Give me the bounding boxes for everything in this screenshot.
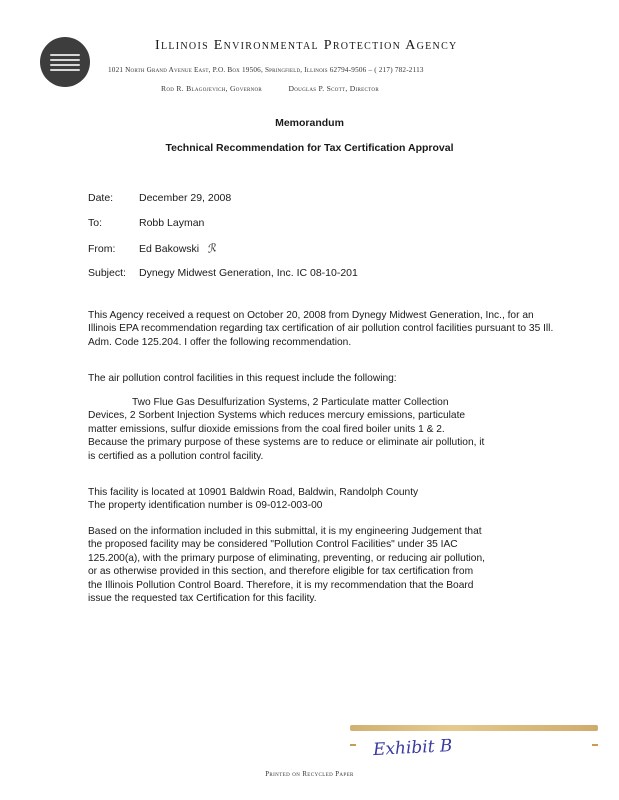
text-line: or as otherwise provided in this section, and therefore eligible for tax certification from xyxy=(88,566,474,578)
subject-label: Subject: xyxy=(88,267,126,279)
from-field xyxy=(88,242,216,255)
date-value: December 29, 2008 xyxy=(139,192,232,204)
text-line: Illinois EPA recommendation regarding tax certification of air pollution control facilities pursuant to 35 Ill. xyxy=(88,323,554,335)
exhibit-sticker-edge xyxy=(350,744,356,746)
paragraph-facilities-intro xyxy=(88,372,397,385)
exhibit-sticker xyxy=(350,725,598,731)
agency-address: 1021 North Grand Avenue East, P.O. Box 19506, Springfield, Illinois 62794-9506 – ( 217) 782-2113 xyxy=(108,66,424,74)
paragraph-request xyxy=(88,309,553,349)
agency-officials xyxy=(161,84,379,93)
text-line: matter emissions, sulfur dioxide emissions from the coal fired boiler units 1 & 2. xyxy=(88,423,445,435)
from-value: Ed Bakowski xyxy=(139,243,200,255)
text-line: Two Flue Gas Desulfurization Systems, 2 Particulate matter Collection xyxy=(132,397,449,408)
text-line: issue the requested tax Certification for this facility. xyxy=(88,593,317,605)
text-line: This Agency received a request on October 20, 2008 from Dynegy Midwest Generation, Inc., for an xyxy=(88,310,534,321)
text-line: The air pollution control facilities in this request include the following: xyxy=(88,373,397,384)
governor-name: Rod R. Blagojevich, Governor xyxy=(161,84,263,93)
recycled-paper-footer: Printed on Recycled Paper xyxy=(265,771,354,778)
text-line: Based on the information included in this submittal, it is my engineering Judgement that xyxy=(88,526,482,537)
to-value: Robb Layman xyxy=(139,217,205,229)
subject-value: Dynegy Midwest Generation, Inc. IC 08-10-201 xyxy=(139,267,358,279)
date-field xyxy=(88,192,231,204)
text-line: is certified as a pollution control facility. xyxy=(88,450,264,462)
memo-title: Memorandum xyxy=(275,117,344,129)
from-label: From: xyxy=(88,243,116,255)
agency-name: Illinois Environmental Protection Agency xyxy=(155,38,458,53)
to-label: To: xyxy=(88,217,103,229)
paragraph-facilities-list xyxy=(88,396,484,463)
agency-seal xyxy=(40,37,90,87)
memo-subtitle: Technical Recommendation for Tax Certification Approval xyxy=(165,142,454,154)
text-line: the Illinois Pollution Control Board. Therefore, it is my recommendation that the Board xyxy=(88,579,474,591)
text-line: the proposed facility may be considered "Pollution Control Facilities" under 35 IAC xyxy=(88,539,458,551)
text-line: The property identification number is 09-012-003-00 xyxy=(88,500,323,512)
signature-initials: ℛ xyxy=(205,241,218,256)
text-line: This facility is located at 10901 Baldwin Road, Baldwin, Randolph County xyxy=(88,487,419,498)
date-label: Date: xyxy=(88,192,114,204)
text-line: Devices, 2 Sorbent Injection Systems which reduces mercury emissions, particulate xyxy=(88,410,466,422)
paragraph-recommendation xyxy=(88,525,485,605)
text-line: Because the primary purpose of these systems are to reduce or eliminate air pollution, it xyxy=(88,437,485,449)
to-field xyxy=(88,217,204,229)
exhibit-sticker-edge xyxy=(592,744,598,746)
text-line: Adm. Code 125.204. I offer the following recommendation. xyxy=(88,336,352,348)
subject-field xyxy=(88,267,358,279)
exhibit-label: Exhibit B xyxy=(372,735,453,761)
director-name: Douglas P. Scott, Director xyxy=(288,84,379,93)
paragraph-location xyxy=(88,486,418,513)
text-line: 125.200(a), with the primary purpose of eliminating, preventing, or reducing air pollution, xyxy=(88,552,485,564)
